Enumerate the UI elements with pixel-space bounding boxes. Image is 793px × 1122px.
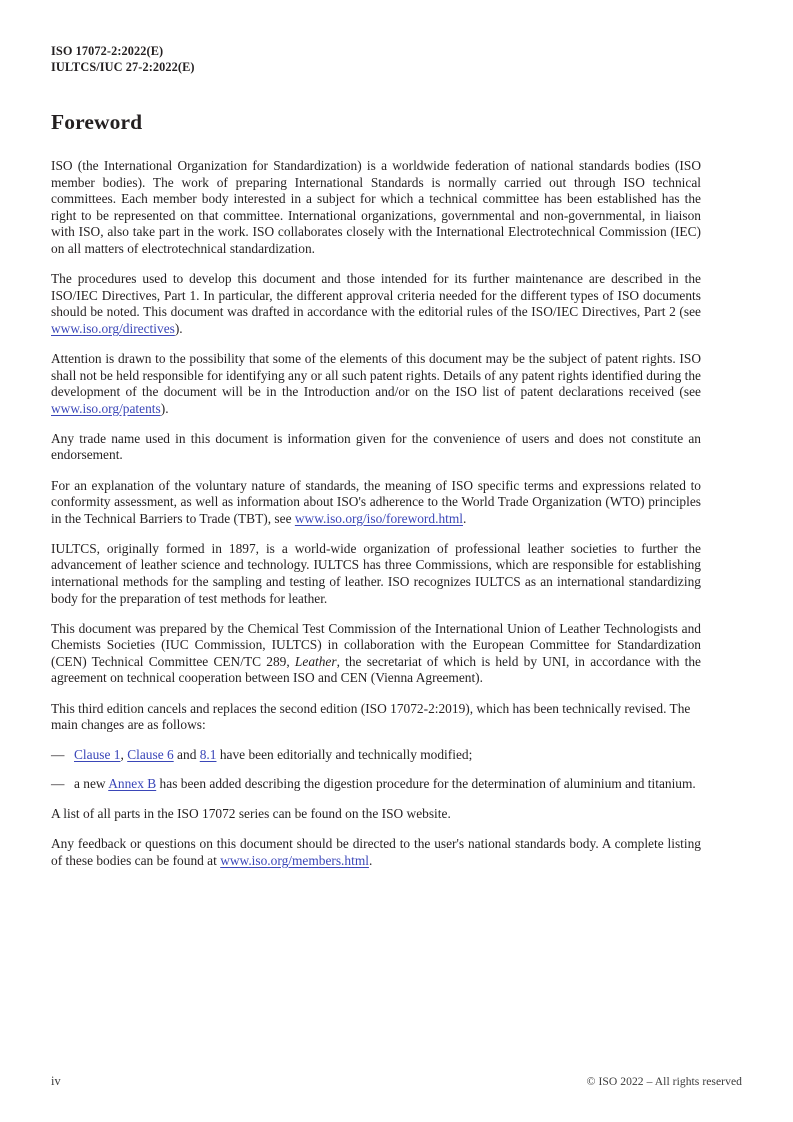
paragraph-feedback [51,836,701,869]
paragraph-preparation-text-1: This document was prepared by the Chemical Test Commission of the International Union of Leather Technologists and Chemists Societies (IUC Commission, IULTCS) in collaboration with the European Committee for Standardization (CEN) Technical Committee CEN/TC 289, [51,620,701,669]
paragraph-voluntary-text-2: . [463,510,467,526]
list-item-1-tail: have been editorially and technically modified; [216,747,473,763]
link-clause-6[interactable]: Clause 6 [127,747,174,763]
paragraph-document-preparation [51,621,701,687]
standard-reference-header [51,44,701,75]
list-item-sep-2: and [173,747,200,763]
link-iso-directives[interactable]: www.iso.org/directives [51,320,175,336]
paragraph-procedures [51,271,701,337]
main-changes-list [51,747,701,792]
page-title: Foreword [51,110,143,134]
paragraph-voluntary-text-1: For an explanation of the voluntary nature of standards, the meaning of ISO specific terms and expressions related to conformity assessment, as well as information about ISO's adherence to the World Trade Organization (WTO) principles in the Technical Barriers to Trade (TBT), see [51,477,701,526]
list-marker-dash: — [51,775,65,791]
paragraph-patent-text-2: ). [160,400,169,416]
foreword-body [51,158,701,883]
paragraph-feedback-text-1: Any feedback or questions on this document should be directed to the user's national standards body. A complete listing of these bodies can be found at [51,836,701,868]
paragraph-patent-rights [51,351,701,417]
list-marker-dash: — [51,747,65,763]
paragraph-parts-list: A list of all parts in the ISO 17072 series can be found on the ISO website. [51,805,451,821]
page-footer [51,1072,742,1090]
list-item [51,747,701,764]
link-subclause-8-1[interactable]: 8.1 [199,747,217,763]
link-iso-patents[interactable]: www.iso.org/patents [51,400,161,416]
link-iso-foreword[interactable]: www.iso.org/iso/foreword.html [294,510,463,526]
list-item-2-lead: a new [74,775,109,791]
paragraph-patent-text-1: Attention is drawn to the possibility that some of the elements of this document may be the subject of patent rights. ISO shall not be held responsible for identifying any or all such patent rights. Details of any patent rights identified during the development of the document will be in the Introduction and/or on the ISO list of patent declarations received (see [51,350,701,400]
list-item [51,776,701,793]
committee-title-italic: Leather [294,653,337,669]
paragraph-procedures-text-2: ). [174,320,183,336]
paragraph-feedback-text-2: . [368,852,373,868]
copyright-notice: © ISO 2022 – All rights reserved [586,1074,742,1088]
page-number: iv [51,1073,61,1088]
paragraph-preparation-text-2: , the secretariat of which is held by UNI, in accordance with the agreement on technical cooperation between ISO and CEN (Vienna Agreement). [51,653,701,686]
standard-ref-line-2: IULTCS/IUC 27-2:2022(E) [51,59,195,74]
standard-ref-line-1: ISO 17072-2:2022(E) [51,44,164,58]
link-annex-b[interactable]: Annex B [108,775,157,791]
list-item-2-tail: has been added describing the digestion procedure for the determination of aluminium and titanium. [156,775,696,791]
paragraph-trade-name: Any trade name used in this document is information given for the convenience of users and does not constitute an endorsement. [51,430,701,463]
paragraph-iultcs-history: IULTCS, originally formed in 1897, is a world-wide organization of professional leather societies to further the advancement of leather science and technology. IULTCS has three Commissions, which are responsible for establishing international methods for the sampling and testing of leather. ISO recognizes IULTCS as an international standardizing body for the preparation of test methods for leather. [51,540,701,606]
link-iso-members[interactable]: www.iso.org/members.html [220,852,369,868]
paragraph-voluntary-nature [51,478,701,528]
list-item-sep-1: , [120,747,128,763]
paragraph-procedures-text-1: The procedures used to develop this document and those intended for its further maintenance are described in the ISO/IEC Directives, Part 1. In particular, the different approval criteria needed for the different types of ISO documents should be noted. This document was drafted in accordance with the editorial rules of the ISO/IEC Directives, Part 2 (see [51,271,701,320]
paragraph-third-edition: This third edition cancels and replaces the second edition (ISO 17072-2:2019), which has been technically revised. The main changes are as follows: [51,700,691,733]
paragraph-iso-description: ISO (the International Organization for Standardization) is a worldwide federation of national standards bodies (ISO member bodies). The work of preparing International Standards is normally carried out through ISO technical committees. Each member body interested in a subject for which a technical committee has been established has the right to be represented on that committee. International organizations, governmental and non-governmental, in liaison with ISO, also take part in the work. ISO collaborates closely with the International Electrotechnical Commission (IEC) on all matters of electrotechnical standardization. [51,158,701,256]
link-clause-1[interactable]: Clause 1 [74,747,121,763]
